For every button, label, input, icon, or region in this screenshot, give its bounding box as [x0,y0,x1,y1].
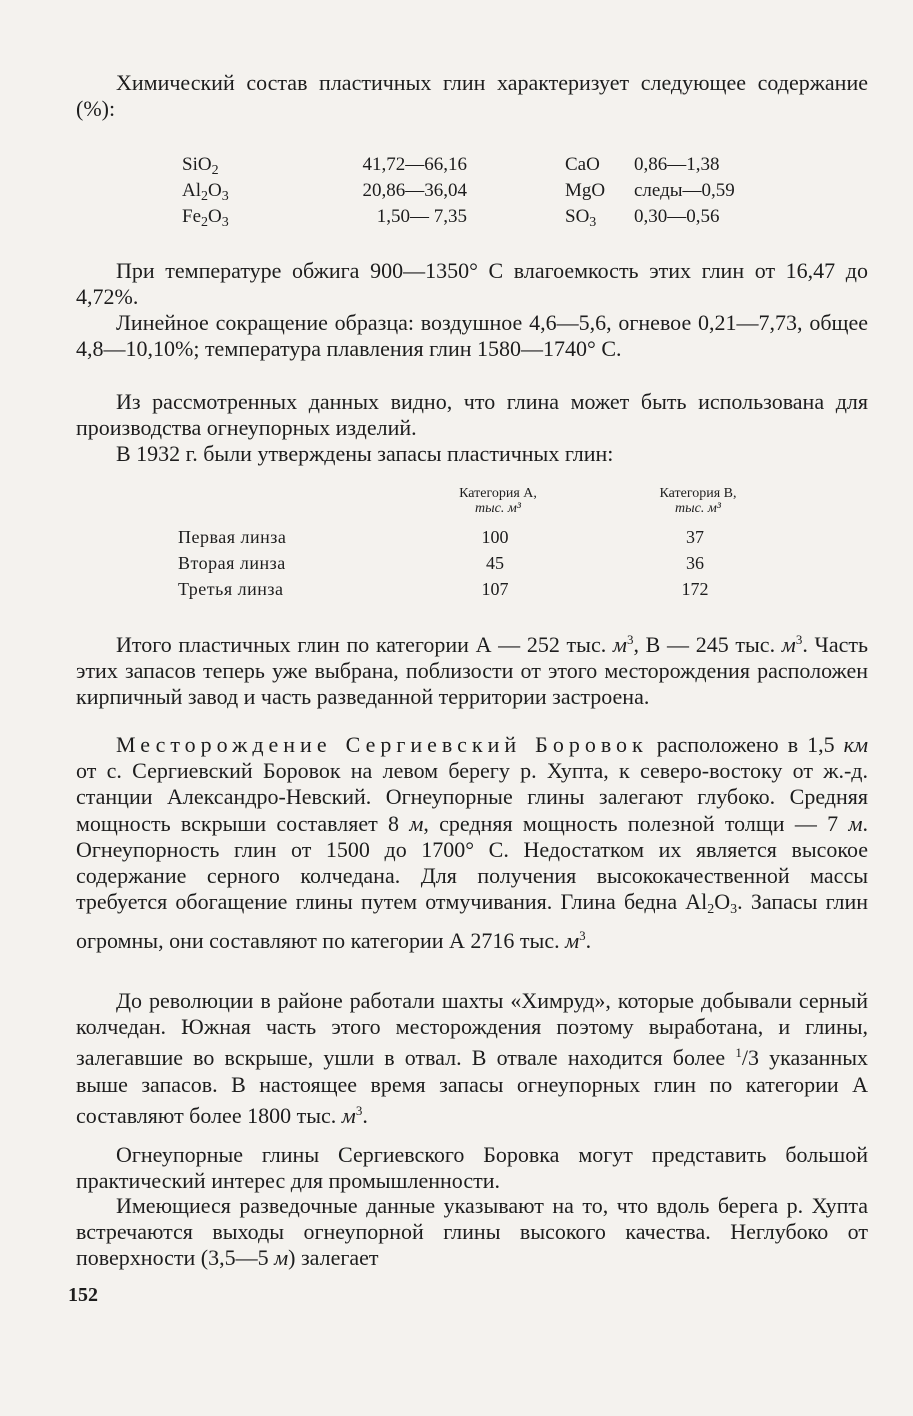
formula-al2o3: $Al_2O_3$ [182,180,229,204]
interest-paragraph: Огнеупорные глины Сергиевского Боровка могут представить большой практический интерес для промышленности. [76,1142,868,1194]
table-row: Третья линза 107 172 [178,579,709,599]
composition-row [0,154,913,178]
page-number: 152 [68,1284,98,1306]
shrinkage-paragraph: Линейное сокращение образца: воздушное 4,6—5,6, огневое 0,21—7,73, общее 4,8—10,10%; температура плавления глин 1580—1740° С. [76,310,868,362]
conclusion-paragraph: Из рассмотренных данных видно, что глина может быть использована для производства огнеупорных изделий. [76,389,868,441]
formula-fe2o3: $Fe_2O_3$ [182,206,229,230]
value-cao: 0,86—1,38 [634,154,720,175]
value-so3: 0,30—0,56 [634,206,720,227]
intro-paragraph: Химический состав пластичных глин характеризует следующее содержание (%): [76,70,868,122]
history-paragraph: До революции в районе работали шахты «Химруд», которые добывали серный колчедан. Южная часть этого месторождения поэтому выработана, и глины, залегавшие во вскрыше, ушли в отвал. В отвале находится более $^1$/3 указанных выше запасов. В настоящее время запасы огнеупорных глин по категории А составляют более 1800 тыс. $м^3$. [76,988,868,1128]
header-category-b: Категория В, тыс. м³ [659,486,737,516]
formula-sio2: SiO$_2$ [182,154,219,178]
exploration-paragraph: Имеющиеся разведочные данные указывают на то, что вдоль берега р. Хупта встречаются выходы огнеупорной глины высокого качества. Неглубоко от поверхности (3,5—5 м) залегает [76,1193,868,1271]
table-row: Первая линза 100 37 [178,527,704,547]
composition-row [0,180,913,204]
formula-so3: $SO_3$ [565,206,597,230]
firing-paragraph: При температуре обжига 900—1350° С влагоемкость этих глин от 16,47 до 4,72%. [76,258,868,310]
total-reserves-paragraph: Итого пластичных глин по категории А — 252 тыс. $м^3$, В — 245 тыс. $м^3$. Часть этих запасов теперь уже выбрана, поблизости от этого месторождения расположен кирпичный завод и часть разведанной территории застроена. [76,632,868,710]
value-al2o3: 20,86—36,04 [362,180,467,201]
formula-mgo: MgO [565,180,606,201]
composition-row [0,206,913,230]
reserves-intro-paragraph: В 1932 г. были утверждены запасы пластичных глин: [116,441,614,466]
value-sio2: 41,72—66,16 [362,154,467,175]
header-category-a: Категория А, тыс. м³ [459,486,537,516]
value-mgo: следы—0,59 [634,180,735,201]
table-row: Вторая линза 45 36 [178,553,704,573]
value-fe2o3: 1,50— 7,35 [376,206,467,227]
deposit-paragraph: Месторождение Сергиевский Боровок расположено в 1,5 км от с. Сергиевский Боровок на левом берегу р. Хупта, к северо-востоку от ж.-д. станции Александро-Невский. Огнеупорные глины залегают глубоко. Средняя мощность вскрыши составляет 8 м, средняя мощность полезной толщи — 7 м. Огнеупорность глин от 1500 до 1700° С. Недостатком их является высокое содержание серного колчедана. Для получения высококачественной массы требуется обогащение глины путем отмучивания. Глина бедна $Al_2O_3$. Запасы глин огромны, они составляют по категории А 2716 тыс. $м^3$. [76,732,869,954]
formula-cao: CaO [565,154,600,175]
